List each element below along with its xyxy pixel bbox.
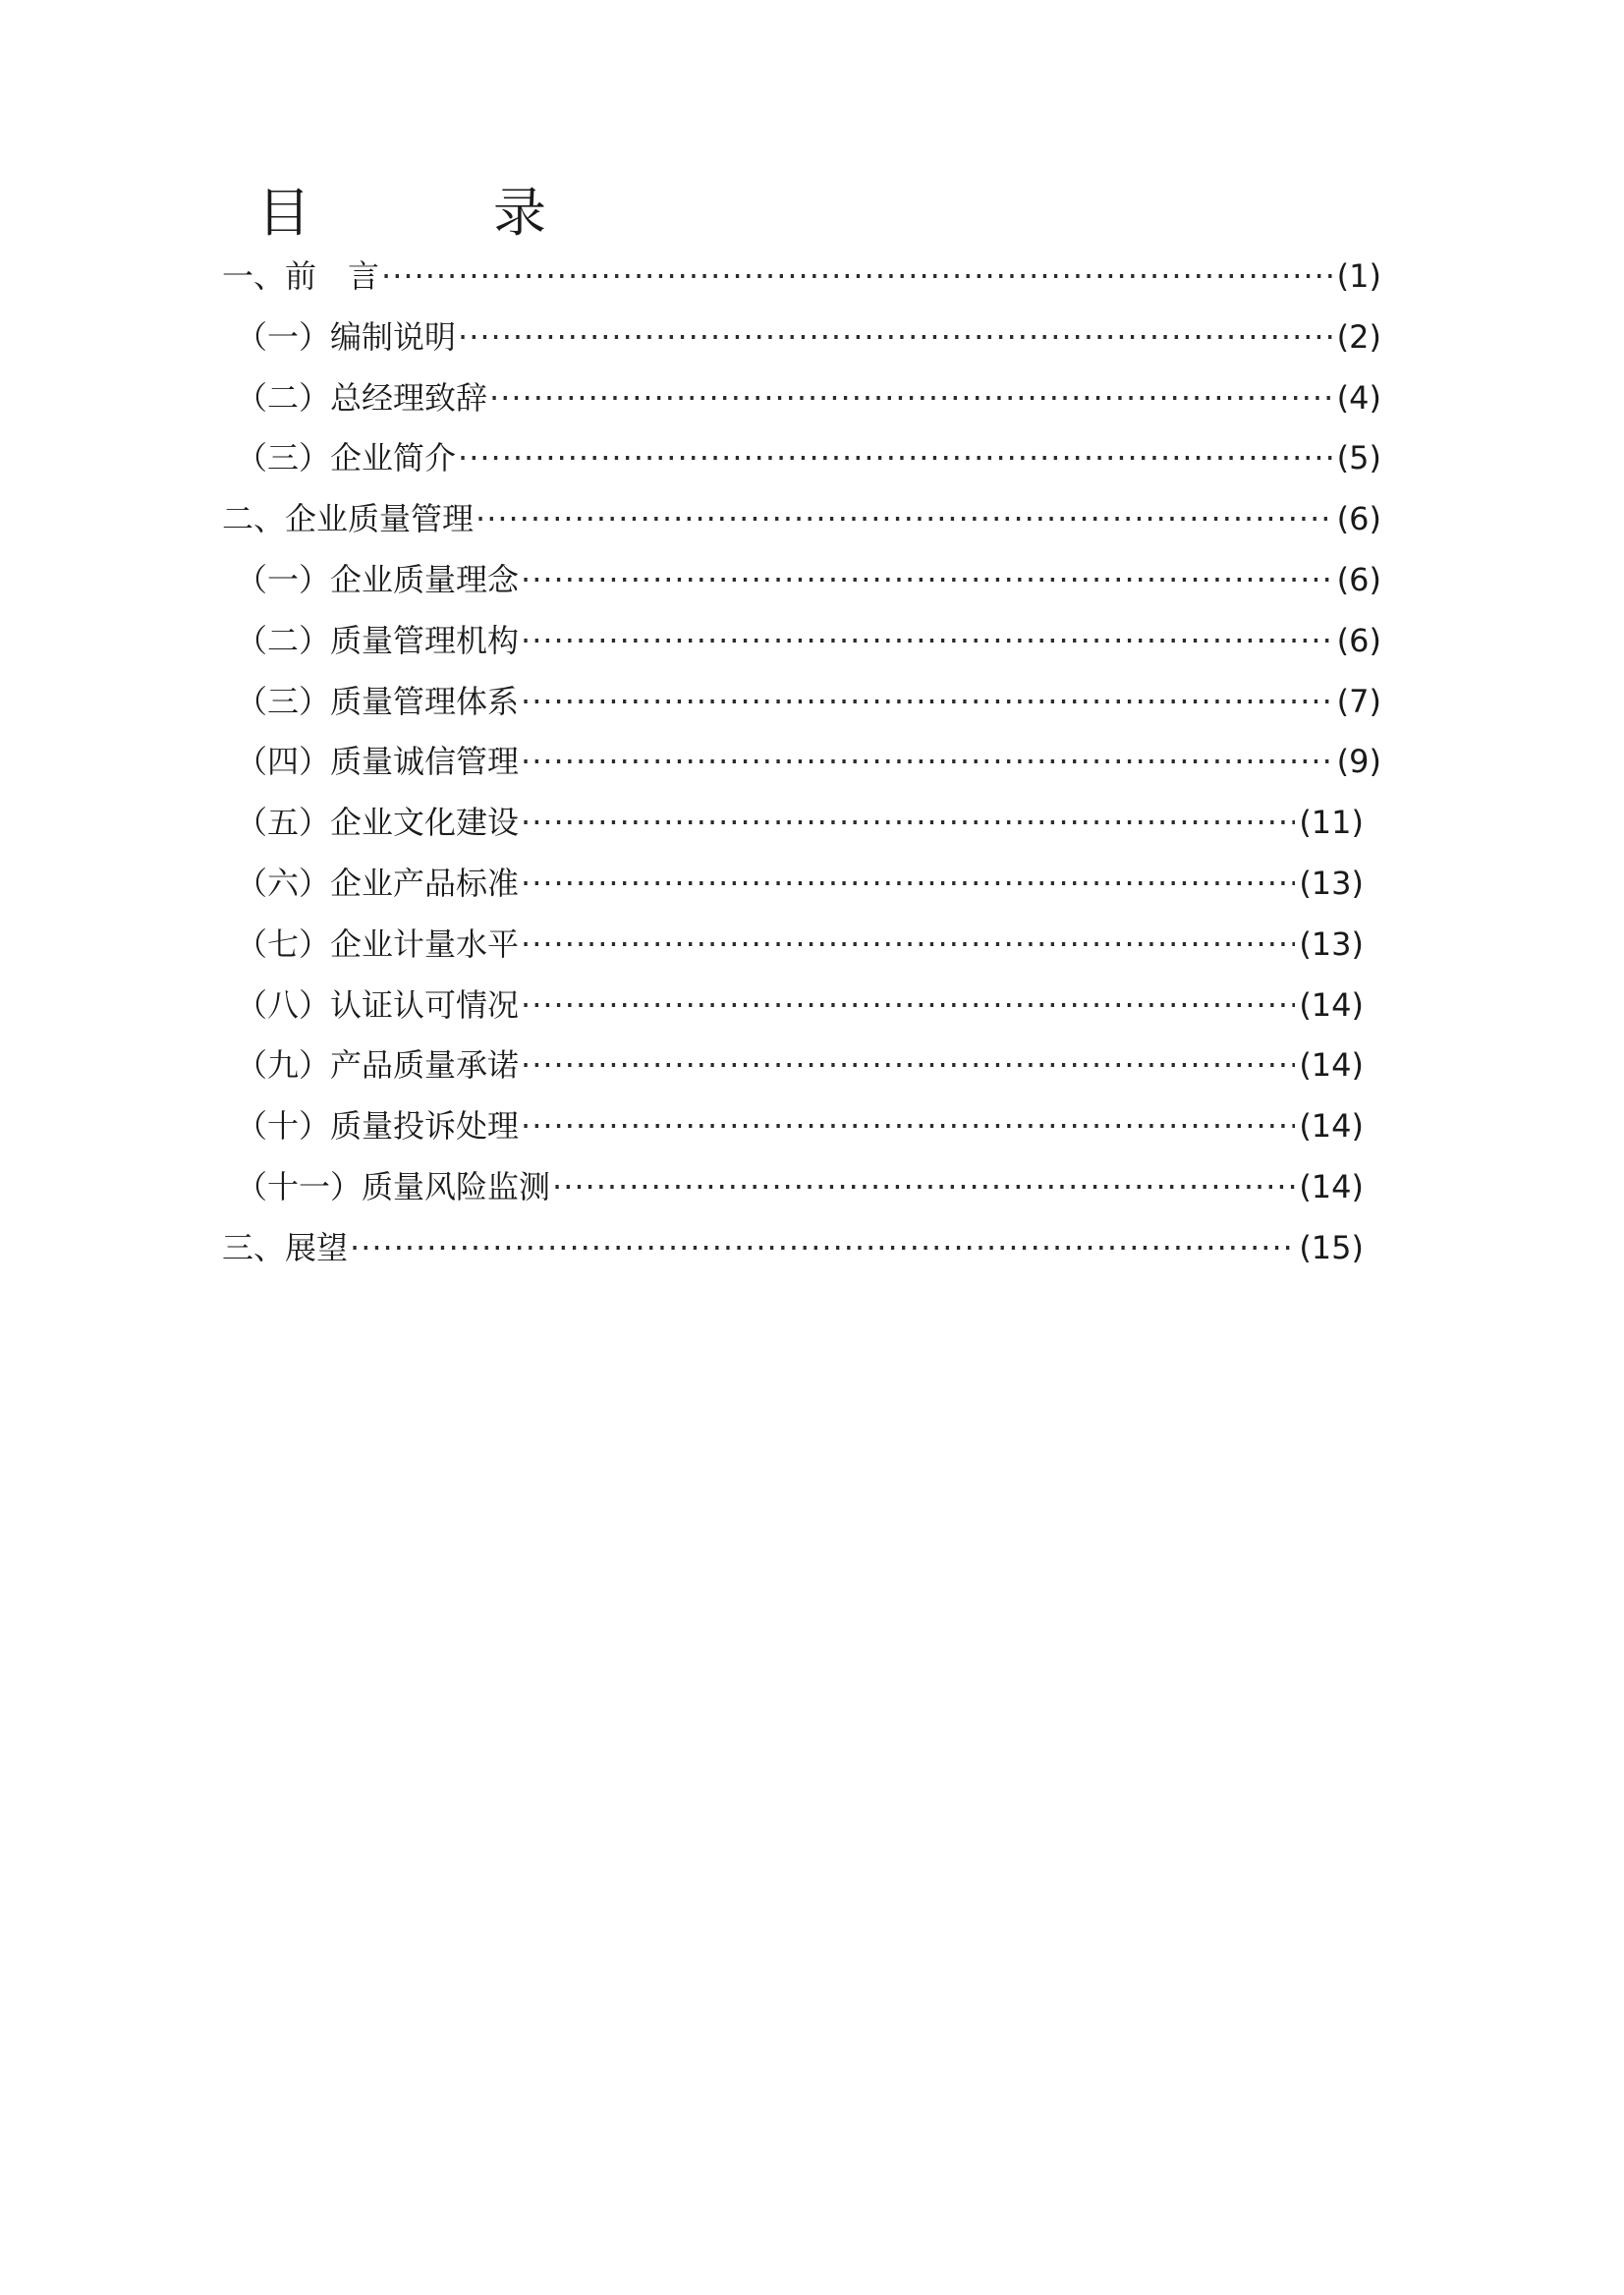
- toc-entry-label: （一）编制说明: [236, 317, 457, 356]
- toc-dot-leader: [489, 368, 1333, 429]
- toc-entry-label: （八）认证认可情况: [236, 985, 520, 1024]
- toc-entry-label: 一、前 言: [222, 257, 380, 295]
- toc-entry-label: （二）总经理致辞: [236, 378, 488, 417]
- toc-entry-compilation-notes: [222, 308, 1381, 368]
- toc-entry-label: （四）质量诚信管理: [236, 743, 520, 781]
- toc-dot-leader: [350, 1218, 1295, 1279]
- toc-entry-quality-philosophy: [222, 550, 1381, 611]
- toc-entry-page: (7): [1336, 682, 1381, 720]
- toc-entry-page: (2): [1336, 317, 1381, 356]
- toc-entry-label: （六）企业产品标准: [236, 864, 520, 902]
- toc-dot-leader: [381, 247, 1333, 308]
- toc-dot-leader: [458, 308, 1333, 368]
- toc-entry-label: （二）质量管理机构: [236, 621, 520, 659]
- toc-entry-label: （十）质量投诉处理: [236, 1107, 520, 1146]
- toc-entry-outlook: [222, 1218, 1381, 1279]
- toc-entry-page: (14): [1299, 1046, 1364, 1085]
- toc-entry-page: (6): [1336, 621, 1381, 659]
- toc-entry-label: （九）产品质量承诺: [236, 1046, 520, 1085]
- toc-entry-quality-commitment: [222, 1036, 1381, 1096]
- toc-dot-leader: [476, 489, 1333, 550]
- toc-dot-leader: [521, 672, 1333, 733]
- toc-entry-page: (5): [1336, 439, 1381, 477]
- toc-entry-label: （十一）质量风险监测: [236, 1167, 551, 1205]
- toc-entry-certification: [222, 976, 1381, 1036]
- toc-entry-label: （一）企业质量理念: [236, 560, 520, 598]
- toc-entry-page: (9): [1336, 743, 1381, 781]
- toc-entry-label: （三）企业简介: [236, 439, 457, 477]
- toc-entry-label: （三）质量管理体系: [236, 682, 520, 720]
- toc-entry-page: (14): [1299, 1107, 1364, 1146]
- toc-title: 目 录: [257, 182, 611, 244]
- toc-dot-leader: [521, 976, 1295, 1036]
- toc-entry-page: (11): [1299, 804, 1364, 842]
- toc-entry-page: (6): [1336, 500, 1381, 538]
- toc-entry-product-standards: [222, 854, 1381, 915]
- toc-dot-leader: [552, 1157, 1295, 1218]
- toc-entry-quality-organization: [222, 611, 1381, 672]
- toc-dot-leader: [458, 428, 1333, 489]
- toc-entry-page: (15): [1299, 1228, 1364, 1266]
- toc-entry-page: (14): [1299, 1167, 1364, 1205]
- toc-entry-label: （五）企业文化建设: [236, 804, 520, 842]
- toc-dot-leader: [521, 793, 1295, 854]
- toc-entry-label: 三、展望: [222, 1228, 349, 1266]
- toc-entry-complaint-handling: [222, 1096, 1381, 1157]
- toc-entry-risk-monitoring: [222, 1157, 1381, 1218]
- toc-entry-page: (4): [1336, 378, 1381, 417]
- toc-dot-leader: [521, 611, 1333, 672]
- toc-list: [222, 247, 1381, 1279]
- toc-entry-quality-management: [222, 489, 1381, 550]
- toc-dot-leader: [521, 550, 1333, 611]
- toc-entry-gm-address: [222, 368, 1381, 429]
- toc-entry-page: (14): [1299, 985, 1364, 1024]
- toc-entry-page: (6): [1336, 560, 1381, 598]
- toc-entry-quality-integrity: [222, 732, 1381, 793]
- toc-dot-leader: [521, 1036, 1295, 1096]
- toc-entry-corporate-culture: [222, 793, 1381, 854]
- toc-dot-leader: [521, 915, 1295, 976]
- toc-entry-page: (13): [1299, 924, 1364, 963]
- toc-entry-page: (1): [1336, 257, 1381, 295]
- toc-dot-leader: [521, 732, 1333, 793]
- toc-dot-leader: [521, 854, 1295, 915]
- toc-entry-company-profile: [222, 428, 1381, 489]
- toc-entry-label: 二、企业质量管理: [222, 500, 475, 538]
- toc-entry-metrology-level: [222, 915, 1381, 976]
- toc-entry-quality-system: [222, 672, 1381, 733]
- toc-entry-foreword: [222, 247, 1381, 308]
- toc-dot-leader: [521, 1096, 1295, 1157]
- toc-entry-label: （七）企业计量水平: [236, 924, 520, 963]
- toc-entry-page: (13): [1299, 864, 1364, 902]
